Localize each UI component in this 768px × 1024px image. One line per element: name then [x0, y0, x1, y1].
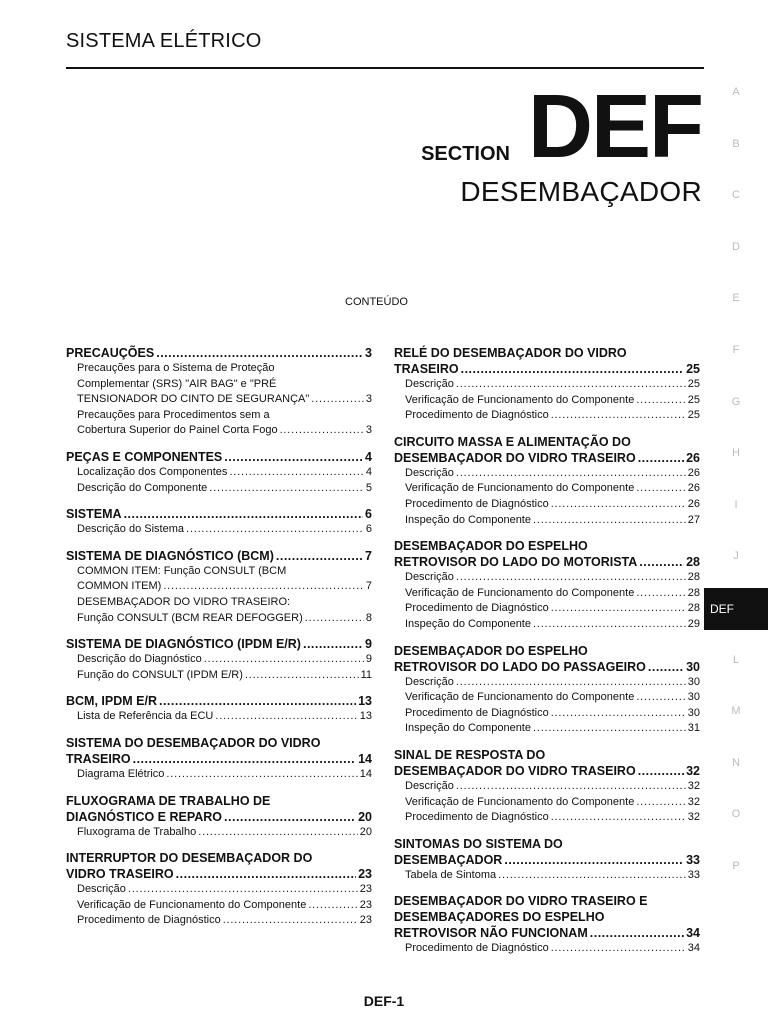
toc-section: [394, 643, 700, 737]
toc-heading-line: SISTEMA DO DESEMBAÇADOR DO VIDRO: [66, 735, 321, 750]
toc-entry-row-text: TENSIONADOR DO CINTO DE SEGURANÇA": [77, 393, 310, 406]
toc-entry: [394, 570, 700, 586]
section-tab-d[interactable]: D: [732, 240, 740, 253]
dot-leader: [551, 497, 686, 513]
dot-leader: [163, 579, 364, 595]
toc-entry: [394, 617, 700, 633]
toc-entry-line: Precauções para o Sistema de Proteção: [77, 362, 275, 374]
toc-entry: [394, 675, 700, 691]
section-tab-e[interactable]: E: [732, 292, 740, 305]
toc-entry-row-text: Função do CONSULT (IPDM E/R): [77, 668, 243, 681]
toc-entry-row-text: Tabela de Sintoma: [405, 868, 497, 881]
toc-entry-row-text: Descrição: [77, 883, 126, 896]
toc-entry-row-text: Procedimento de Diagnóstico: [405, 811, 549, 824]
toc-heading-line: DESEMBAÇADOR DO ESPELHO: [394, 643, 588, 658]
toc-heading-page: 3: [365, 346, 372, 360]
toc-heading-page: 6: [365, 507, 372, 522]
toc-heading-page: 20: [358, 809, 372, 824]
toc-section: [66, 793, 372, 841]
toc-entry-row-page: 26: [687, 497, 700, 510]
toc-entry-row: [405, 617, 700, 633]
section-tab-b[interactable]: B: [732, 137, 740, 150]
toc-heading-line: DESEMBAÇADOR DO ESPELHO: [394, 539, 588, 554]
toc-right-column: [394, 345, 700, 967]
toc-entry-row-text: Procedimento de Diagnóstico: [405, 942, 549, 955]
toc-entry-row-page: 25: [687, 378, 700, 390]
dot-leader: [176, 866, 356, 882]
toc-entry: [394, 795, 700, 811]
toc-entry-row-text: Verificação de Funcionamento do Componente: [405, 482, 635, 495]
toc-heading-text: SISTEMA DE DIAGNÓSTICO (BCM): [66, 548, 274, 563]
toc-heading-page: 14: [358, 751, 372, 766]
toc-heading: [66, 809, 372, 825]
dot-leader: [636, 586, 685, 602]
toc-entry-row-text: Descrição: [405, 466, 454, 479]
toc-section: [66, 693, 372, 725]
toc-heading: [66, 506, 372, 522]
toc-entry-row-text: Procedimento de Diagnóstico: [405, 409, 549, 422]
toc-entry-line: COMMON ITEM: Função CONSULT (BCM: [77, 564, 287, 577]
toc-entry: [394, 868, 700, 884]
contents-label: CONTEÚDO: [345, 296, 408, 308]
toc-section: [66, 850, 372, 929]
toc-heading-line: SINAL DE RESPOSTA DO: [394, 747, 546, 762]
toc-entry-row-text: Verificação de Funcionamento do Componente: [405, 795, 635, 808]
toc-heading-page: 4: [365, 449, 372, 464]
toc-heading: [394, 361, 700, 377]
toc-entry-row: [77, 882, 372, 898]
toc-entry-row-text: Cobertura Superior do Painel Corta Fogo: [77, 424, 278, 437]
section-tab-n[interactable]: N: [732, 756, 740, 769]
section-tab-j[interactable]: J: [733, 550, 739, 563]
toc-entry-row: [77, 709, 372, 725]
toc-entry-row-text: Descrição: [405, 675, 454, 688]
dot-leader: [636, 690, 685, 706]
toc-heading-page: 28: [686, 555, 700, 570]
toc-entry: [394, 497, 700, 513]
toc-entry-row-text: Verificação de Funcionamento do Componente: [405, 393, 635, 406]
dot-leader: [533, 721, 686, 737]
section-tab-o[interactable]: O: [731, 808, 741, 821]
toc-entry-row: [77, 825, 372, 841]
toc-entry-row-text: Verificação de Funcionamento do Componente: [405, 586, 635, 599]
toc-heading-text: RETROVISOR NÃO FUNCIONAM: [394, 926, 588, 941]
toc-heading: [394, 852, 700, 868]
toc-entry-row-page: 5: [365, 481, 372, 494]
dot-leader: [551, 810, 686, 826]
toc-entry-row: [405, 393, 700, 409]
toc-heading: [66, 548, 372, 564]
toc-entry-row-page: 28: [687, 602, 700, 615]
toc-entry-row-page: 32: [687, 779, 700, 792]
toc-entry-row-text: Descrição: [405, 571, 454, 584]
toc-entry-row: [405, 706, 700, 722]
toc-entry-row-page: 28: [687, 571, 700, 584]
toc-entry-row: [405, 690, 700, 706]
section-tab-c[interactable]: C: [732, 189, 740, 202]
toc-entry: [394, 779, 700, 795]
toc-entry-row: [405, 721, 700, 737]
toc-heading: [394, 763, 700, 779]
toc-heading: [66, 345, 372, 361]
dot-leader: [639, 554, 684, 570]
toc-heading-page: 32: [686, 763, 700, 778]
dot-leader: [124, 506, 363, 522]
toc-entry: [66, 522, 372, 538]
dot-leader: [215, 709, 357, 725]
toc-entry-row-page: 23: [359, 914, 372, 927]
toc-section: [394, 345, 700, 424]
toc-entry: [394, 377, 700, 393]
toc-entry-line: Precauções para Procedimentos sem a: [77, 408, 270, 421]
toc-entry-row-page: 3: [365, 393, 372, 406]
dot-leader: [551, 941, 686, 957]
toc-entry-row-page: 32: [687, 811, 700, 824]
toc-entry: [394, 706, 700, 722]
dot-leader: [133, 751, 357, 767]
toc-entry-row-text: Descrição: [405, 378, 454, 390]
toc-entry-row: [405, 586, 700, 602]
toc-left-column: [66, 345, 372, 939]
toc-entry-line: DESEMBAÇADOR DO VIDRO TRASEIRO:: [77, 595, 291, 608]
dot-leader: [166, 767, 357, 783]
toc-entry-row: [77, 898, 372, 914]
toc-entry-row: [405, 779, 700, 795]
section-tab-a[interactable]: A: [732, 86, 740, 98]
toc-entry: [66, 564, 372, 595]
dot-leader: [224, 449, 363, 465]
section-tab-i[interactable]: I: [734, 498, 738, 511]
toc-entry-row: [77, 611, 372, 627]
toc-entry-row-page: 13: [359, 710, 372, 723]
page-header: SISTEMA ELÉTRICO: [66, 30, 262, 52]
dot-leader: [198, 825, 358, 841]
toc-entry-row: [405, 795, 700, 811]
toc-heading-text: DESEMBAÇADOR DO VIDRO TRASEIRO: [394, 763, 636, 778]
section-label: SECTION: [421, 143, 510, 165]
dot-leader: [456, 570, 686, 586]
toc-entry-row-page: 23: [359, 883, 372, 896]
toc-entry: [66, 709, 372, 725]
toc-entry-row-page: 4: [365, 465, 372, 478]
toc-entry-row: [77, 767, 372, 783]
toc-entry-row-page: 26: [687, 482, 700, 495]
dot-leader: [276, 548, 363, 564]
toc-entry-row-page: 30: [687, 706, 700, 719]
toc-entry-row-text: Procedimento de Diagnóstico: [405, 602, 549, 615]
toc-entry-row: [77, 465, 372, 481]
toc-entry: [394, 941, 700, 957]
toc-section: [66, 449, 372, 496]
toc-entry: [66, 825, 372, 841]
toc-heading-page: 23: [358, 867, 372, 882]
toc-entry-line: Complementar (SRS) "AIR BAG" e "PRÉ: [77, 377, 277, 390]
section-tab-l[interactable]: L: [732, 653, 740, 666]
toc-entry-row: [405, 408, 700, 424]
dot-leader: [456, 675, 686, 691]
toc-heading: [66, 751, 372, 767]
toc-entry: [394, 408, 700, 424]
dot-leader: [461, 361, 685, 377]
contents-heading: [0, 296, 768, 308]
toc-entry-row-page: 9: [365, 653, 372, 666]
toc-section: [66, 636, 372, 683]
toc-heading-text: RETROVISOR DO LADO DO MOTORISTA: [394, 555, 638, 570]
toc-heading-page: 9: [365, 637, 372, 652]
toc-entry: [394, 601, 700, 617]
toc-entry-row: [405, 941, 700, 957]
toc-heading-page: 34: [686, 926, 700, 941]
dot-leader: [311, 392, 364, 408]
toc-heading-page: 25: [686, 362, 700, 376]
toc-entry-row-text: Descrição: [405, 779, 454, 792]
dot-leader: [156, 345, 363, 361]
toc-entry: [394, 586, 700, 602]
toc-entry-row: [77, 481, 372, 497]
toc-entry-row: [405, 675, 700, 691]
dot-leader: [504, 852, 684, 868]
toc-entry-row-text: Descrição do Componente: [77, 481, 208, 494]
toc-heading-line: DESEMBAÇADOR DO VIDRO TRASEIRO E: [394, 894, 648, 909]
dot-leader: [209, 481, 364, 497]
toc-entry-row-page: 31: [687, 722, 700, 735]
toc-entry-row-text: Descrição do Sistema: [77, 523, 184, 536]
dot-leader: [590, 925, 684, 941]
toc-entry-row: [405, 601, 700, 617]
dot-leader: [551, 408, 686, 424]
toc-entry: [66, 767, 372, 783]
header-rule: [66, 67, 704, 69]
toc-entry-row-text: Procedimento de Diagnóstico: [405, 497, 549, 510]
toc-entry-row: [77, 423, 372, 439]
toc-entry-row-text: Localização dos Componentes: [77, 465, 228, 478]
dot-leader: [533, 617, 686, 633]
dot-leader: [186, 522, 364, 538]
toc-heading-text: PEÇAS E COMPONENTES: [66, 449, 223, 464]
dot-leader: [636, 795, 685, 811]
toc-entry-row: [405, 513, 700, 529]
toc-heading: [66, 693, 372, 709]
dot-leader: [224, 809, 356, 825]
toc-heading: [394, 450, 700, 466]
toc-entry-row: [405, 481, 700, 497]
toc-entry: [394, 466, 700, 482]
toc-entry: [66, 465, 372, 481]
toc-heading: [66, 636, 372, 652]
toc-entry-row-text: Verificação de Funcionamento do Componente: [405, 691, 635, 704]
toc-entry-row-page: 25: [687, 393, 700, 406]
toc-entry-row-page: 28: [687, 586, 700, 599]
toc-entry-row-text: Inspeção do Componente: [405, 722, 531, 735]
toc-heading-line: FLUXOGRAMA DE TRABALHO DE: [66, 793, 271, 808]
toc-entry-row: [405, 810, 700, 826]
toc-entry-row-page: 6: [365, 523, 372, 536]
section-tab-def[interactable]: DEF: [704, 588, 768, 630]
toc-heading-line: CIRCUITO MASSA E ALIMENTAÇÃO DO: [394, 434, 631, 449]
toc-entry-row-page: 20: [359, 825, 372, 838]
section-tab-g[interactable]: G: [731, 395, 741, 408]
toc-heading-page: 13: [358, 694, 372, 709]
dot-leader: [159, 693, 356, 709]
toc-entry: [66, 408, 372, 439]
toc-section: [394, 538, 700, 632]
toc-entry: [66, 595, 372, 626]
section-tab-h[interactable]: H: [732, 447, 740, 460]
dot-leader: [638, 763, 684, 779]
dot-leader: [551, 706, 686, 722]
toc-entry-row-page: 7: [365, 580, 372, 593]
toc-heading: [66, 866, 372, 882]
toc-heading-text: DESEMBAÇADOR: [394, 852, 503, 867]
toc-entry: [66, 668, 372, 684]
toc-entry-row-text: Descrição do Diagnóstico: [77, 653, 202, 666]
dot-leader: [636, 393, 685, 409]
toc-entry: [66, 481, 372, 497]
section-tab-m[interactable]: M: [731, 705, 741, 718]
toc-heading-text: DESEMBAÇADOR DO VIDRO TRASEIRO: [394, 450, 636, 465]
toc-section: [394, 893, 700, 957]
toc-heading-text: BCM, IPDM E/R: [66, 694, 157, 709]
toc-entry: [66, 652, 372, 668]
toc-section: [394, 434, 700, 528]
toc-heading-text: DIAGNÓSTICO E REPARO: [66, 809, 223, 824]
dot-leader: [636, 481, 685, 497]
toc-heading: [394, 554, 700, 570]
toc-heading: [394, 925, 700, 941]
toc-entry-row: [77, 913, 372, 929]
toc-entry-row-page: 8: [365, 611, 372, 624]
toc-heading-page: 30: [686, 659, 700, 674]
toc-entry-row: [405, 570, 700, 586]
dot-leader: [638, 450, 684, 466]
toc-section: [66, 735, 372, 783]
toc-entry-row-page: 27: [687, 513, 700, 526]
toc-entry-row-page: 34: [687, 942, 700, 955]
toc-entry: [66, 882, 372, 898]
toc-entry-row: [405, 377, 700, 393]
toc-heading-text: VIDRO TRASEIRO: [66, 867, 174, 882]
toc-entry-row: [405, 497, 700, 513]
toc-entry-row: [77, 668, 372, 684]
dot-leader: [456, 779, 686, 795]
toc-entry-row-page: 32: [687, 795, 700, 808]
toc-entry: [394, 513, 700, 529]
toc-heading-text: TRASEIRO: [66, 751, 131, 766]
dot-leader: [303, 636, 363, 652]
toc-heading: [66, 449, 372, 465]
dot-leader: [456, 377, 686, 393]
dot-leader: [223, 913, 358, 929]
toc-entry-row-text: COMMON ITEM): [77, 580, 162, 593]
toc-entry-row: [77, 392, 372, 408]
toc-entry-row-page: 30: [687, 675, 700, 688]
toc-entry-row: [77, 522, 372, 538]
toc-entry: [394, 481, 700, 497]
toc-entry-row: [77, 579, 372, 595]
toc-section: [66, 548, 372, 626]
toc-heading-line: RELÉ DO DESEMBAÇADOR DO VIDRO: [394, 346, 627, 360]
toc-entry-row-text: Função CONSULT (BCM REAR DEFOGGER): [77, 611, 303, 624]
toc-entry-row-text: Diagrama Elétrico: [77, 767, 165, 780]
toc-entry-row-text: Lista de Referência da ECU: [77, 710, 214, 723]
toc-section: [66, 345, 372, 439]
toc-entry-row: [405, 466, 700, 482]
toc-heading-text: SISTEMA: [66, 507, 122, 522]
toc-entry-row-text: Procedimento de Diagnóstico: [77, 914, 221, 927]
toc-entry-row: [405, 868, 700, 884]
toc-entry-row-text: Fluxograma de Trabalho: [77, 825, 197, 838]
toc-heading-page: 26: [686, 450, 700, 465]
toc-heading-page: 33: [686, 852, 700, 867]
toc-entry-row-page: 29: [687, 617, 700, 630]
dot-leader: [280, 423, 364, 439]
dot-leader: [533, 513, 686, 529]
toc-heading-text: RETROVISOR DO LADO DO PASSAGEIRO: [394, 659, 646, 674]
toc-entry-row-text: Procedimento de Diagnóstico: [405, 706, 549, 719]
toc-entry-row-page: 14: [359, 767, 372, 780]
toc-heading-text: TRASEIRO: [394, 362, 459, 376]
toc-heading-text: PRECAUÇÕES: [66, 346, 155, 360]
section-code: DEF: [528, 77, 702, 177]
toc-entry: [394, 690, 700, 706]
dot-leader: [308, 898, 357, 914]
dot-leader: [551, 601, 686, 617]
toc-entry: [66, 361, 372, 408]
dot-leader: [498, 868, 686, 884]
toc-entry-row-text: Inspeção do Componente: [405, 513, 531, 526]
toc-entry-row-page: 33: [687, 868, 700, 881]
toc-entry: [394, 721, 700, 737]
toc-heading-line: INTERRUPTOR DO DESEMBAÇADOR DO: [66, 851, 313, 866]
section-tab-f[interactable]: F: [732, 344, 740, 356]
toc-heading-line: SINTOMAS DO SISTEMA DO: [394, 836, 563, 851]
toc-section: [394, 747, 700, 826]
page-number: DEF-1: [363, 993, 405, 1009]
toc-entry: [394, 393, 700, 409]
toc-entry-row-page: 25: [687, 409, 700, 422]
dot-leader: [305, 611, 364, 627]
section-title: DESEMBAÇADOR: [460, 176, 702, 207]
toc-entry-row-page: 30: [687, 691, 700, 704]
dot-leader: [204, 652, 364, 668]
toc-heading-page: 7: [365, 548, 372, 563]
toc-entry-row: [77, 652, 372, 668]
toc-entry-row-page: 23: [359, 898, 372, 911]
toc-heading: [394, 659, 700, 675]
dot-leader: [245, 668, 359, 684]
toc-entry-row-text: Verificação de Funcionamento do Componente: [77, 898, 307, 911]
dot-leader: [229, 465, 363, 481]
toc-entry-row-page: 26: [687, 466, 700, 479]
toc-entry: [66, 913, 372, 929]
dot-leader: [128, 882, 358, 898]
dot-leader: [648, 659, 684, 675]
toc-heading-line: DESEMBAÇADORES DO ESPELHO: [394, 910, 605, 925]
toc-heading-text: SISTEMA DE DIAGNÓSTICO (IPDM E/R): [66, 637, 301, 652]
toc-entry-row-text: Inspeção do Componente: [405, 617, 531, 630]
dot-leader: [456, 466, 686, 482]
toc-section: [394, 836, 700, 884]
toc-entry-row-page: 11: [360, 668, 372, 681]
section-tab-p[interactable]: P: [732, 860, 740, 872]
toc-section: [66, 506, 372, 538]
toc-entry: [66, 898, 372, 914]
toc-entry: [394, 810, 700, 826]
toc-entry-row-page: 3: [365, 424, 372, 437]
